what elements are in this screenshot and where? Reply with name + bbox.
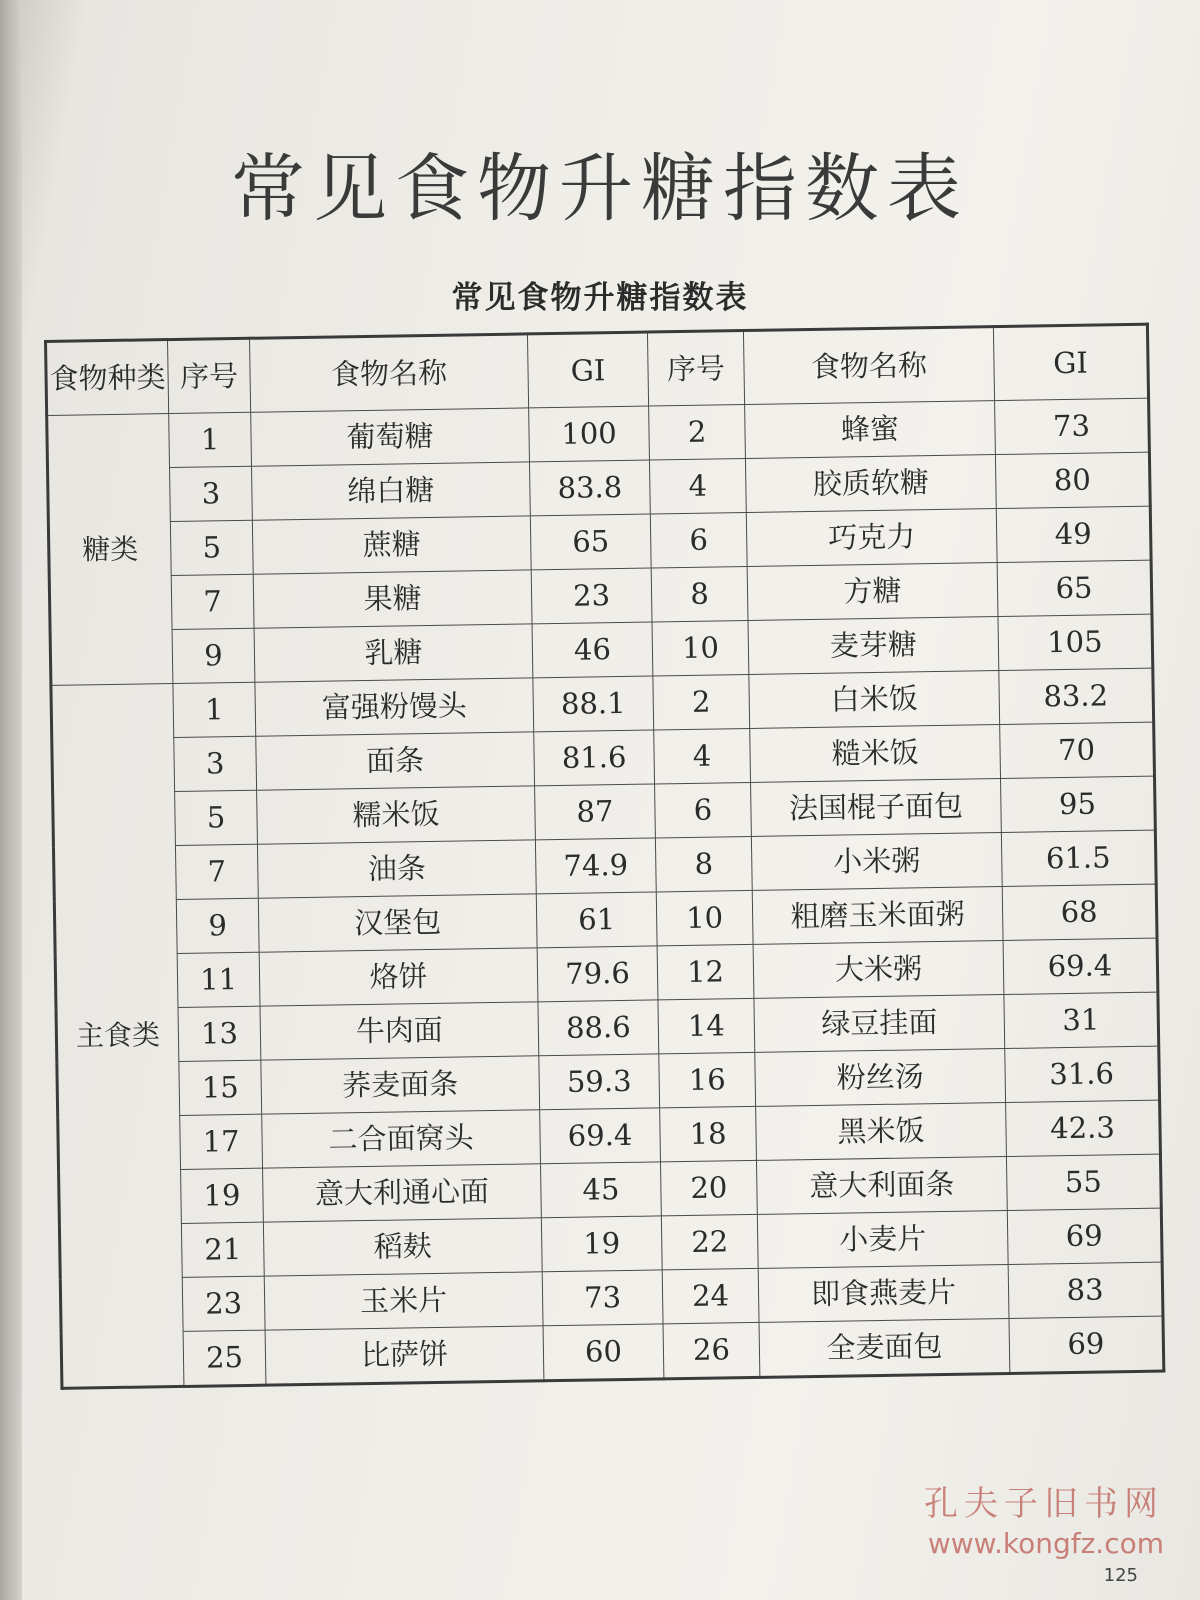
index-right-cell: 26 [663,1322,760,1379]
watermark-name: 孔夫子旧书网 [924,1484,1164,1524]
food-left-cell: 牛肉面 [260,1002,539,1060]
gi-left-cell: 65 [530,514,651,570]
food-left-cell: 玉米片 [264,1272,543,1330]
gi-right-cell: 73 [995,398,1150,454]
index-right-cell: 16 [659,1052,756,1108]
index-right-cell: 10 [656,890,753,946]
gi-left-cell: 46 [532,622,653,678]
header-gi-left: GI [527,332,648,408]
food-right-cell: 法国棍子面包 [751,779,1002,837]
index-left-cell: 21 [181,1222,264,1277]
gi-left-cell: 100 [529,406,650,462]
gi-right-cell: 55 [1006,1154,1161,1210]
gi-right-cell: 65 [997,560,1152,616]
index-left-cell: 7 [171,574,254,629]
index-left-cell: 1 [173,682,256,737]
food-left-cell: 意大利通心面 [263,1164,542,1222]
index-left-cell: 11 [177,952,260,1007]
gi-left-cell: 60 [543,1324,664,1381]
index-left-cell: 23 [182,1276,265,1331]
index-right-cell: 8 [651,566,748,622]
index-left-cell: 17 [180,1114,263,1169]
gi-right-cell: 68 [1002,884,1157,940]
food-right-cell: 大米粥 [753,941,1004,999]
food-right-cell: 方糖 [747,563,998,621]
food-left-cell: 果糖 [253,570,532,628]
gi-left-cell: 45 [541,1162,662,1218]
index-left-cell: 15 [179,1060,262,1115]
food-right-cell: 粉丝汤 [755,1048,1006,1106]
gi-left-cell: 69.4 [540,1108,661,1164]
header-index-right: 序号 [647,331,744,406]
food-left-cell: 绵白糖 [252,462,531,520]
food-right-cell: 糙米饭 [750,725,1001,783]
index-left-cell: 9 [176,898,259,953]
page-title: 常见食物升糖指数表 [231,146,969,232]
food-right-cell: 黑米饭 [756,1102,1007,1160]
gi-right-cell: 69.4 [1003,938,1158,994]
header-index-left: 序号 [168,338,251,413]
index-right-cell: 12 [657,944,754,1000]
gi-right-cell: 31.6 [1005,1046,1160,1102]
gi-table-container [44,323,1162,1390]
gi-left-cell: 61 [536,892,657,948]
gi-right-cell: 80 [995,452,1150,508]
food-right-cell: 小米粥 [751,833,1002,891]
gi-right-cell: 49 [996,506,1151,562]
gi-left-cell: 74.9 [535,838,656,894]
food-left-cell: 荞麦面条 [261,1056,540,1114]
index-right-cell: 24 [662,1268,759,1324]
watermark-url: www.kongfz.com [927,1527,1164,1560]
food-left-cell: 面条 [256,732,535,790]
food-right-cell: 粗磨玉米面粥 [752,887,1003,945]
gi-right-cell: 70 [1000,722,1155,778]
gi-left-cell: 88.6 [538,1000,659,1056]
food-right-cell: 巧克力 [746,509,997,567]
food-left-cell: 蔗糖 [252,516,531,574]
index-right-cell: 6 [650,512,747,568]
gi-left-cell: 88.1 [533,676,654,732]
gi-left-cell: 79.6 [537,946,658,1002]
gi-right-cell: 31 [1004,992,1159,1048]
gi-right-cell: 61.5 [1001,830,1156,886]
index-right-cell: 10 [652,620,749,676]
food-right-cell: 意大利面条 [756,1156,1007,1214]
index-left-cell: 13 [178,1006,261,1061]
table-body [47,398,1164,1388]
index-left-cell: 1 [169,412,252,467]
header-food-right: 食物名称 [743,327,994,405]
food-left-cell: 葡萄糖 [251,408,530,466]
index-left-cell: 5 [175,790,258,845]
index-right-cell: 2 [649,405,746,461]
index-left-cell: 5 [170,520,253,575]
index-right-cell: 4 [649,458,746,514]
food-left-cell: 比萨饼 [265,1326,544,1385]
food-left-cell: 稻麸 [263,1218,542,1276]
gi-right-cell: 42.3 [1006,1100,1161,1156]
book-spine-shadow [0,0,22,1600]
food-left-cell: 糯米饭 [257,786,536,844]
index-right-cell: 20 [660,1160,757,1216]
index-left-cell: 25 [183,1330,266,1386]
food-right-cell: 小麦片 [757,1210,1008,1268]
index-left-cell: 7 [175,844,258,899]
gi-left-cell: 19 [541,1216,662,1272]
category-cell: 主食类 [51,684,184,1389]
index-right-cell: 8 [655,836,752,892]
gi-left-cell: 59.3 [539,1054,660,1110]
gi-right-cell: 83.2 [999,668,1154,724]
gi-right-cell: 105 [998,614,1153,670]
page-number: 125 [1103,1565,1138,1586]
gi-left-cell: 23 [531,568,652,624]
index-right-cell: 4 [654,728,751,784]
gi-left-cell: 87 [535,784,656,840]
food-right-cell: 即食燕麦片 [758,1264,1009,1322]
food-left-cell: 油条 [257,840,536,898]
index-left-cell: 3 [170,466,253,521]
index-right-cell: 6 [655,782,752,838]
food-left-cell: 烙饼 [259,948,538,1006]
watermark [924,1476,1164,1560]
food-left-cell: 富强粉馒头 [255,678,534,736]
food-right-cell: 麦芽糖 [748,617,999,675]
food-left-cell: 二合面窝头 [262,1110,541,1168]
food-left-cell: 汉堡包 [258,894,537,952]
gi-right-cell: 83 [1008,1262,1163,1318]
index-right-cell: 2 [653,674,750,730]
gi-left-cell: 73 [542,1270,663,1326]
header-category: 食物种类 [46,340,169,416]
index-left-cell: 9 [172,628,255,683]
header-gi-right: GI [993,324,1148,400]
gi-right-cell: 69 [1007,1208,1162,1264]
index-right-cell: 18 [660,1106,757,1162]
food-right-cell: 绿豆挂面 [754,995,1005,1053]
index-right-cell: 22 [661,1214,758,1270]
index-right-cell: 14 [658,998,755,1054]
gi-left-cell: 83.8 [529,460,650,516]
food-left-cell: 乳糖 [254,624,533,682]
header-food-left: 食物名称 [249,334,528,412]
gi-table [44,323,1165,1390]
index-left-cell: 3 [174,736,257,791]
food-right-cell: 蜂蜜 [745,401,996,459]
category-cell: 糖类 [47,414,173,686]
gi-left-cell: 81.6 [534,730,655,786]
index-left-cell: 19 [181,1168,264,1223]
table-title: 常见食物升糖指数表 [451,280,749,316]
gi-right-cell: 95 [1001,776,1156,832]
gi-right-cell: 69 [1009,1316,1164,1373]
food-right-cell: 全麦面包 [759,1318,1010,1377]
food-right-cell: 白米饭 [749,671,1000,729]
food-right-cell: 胶质软糖 [745,455,996,513]
